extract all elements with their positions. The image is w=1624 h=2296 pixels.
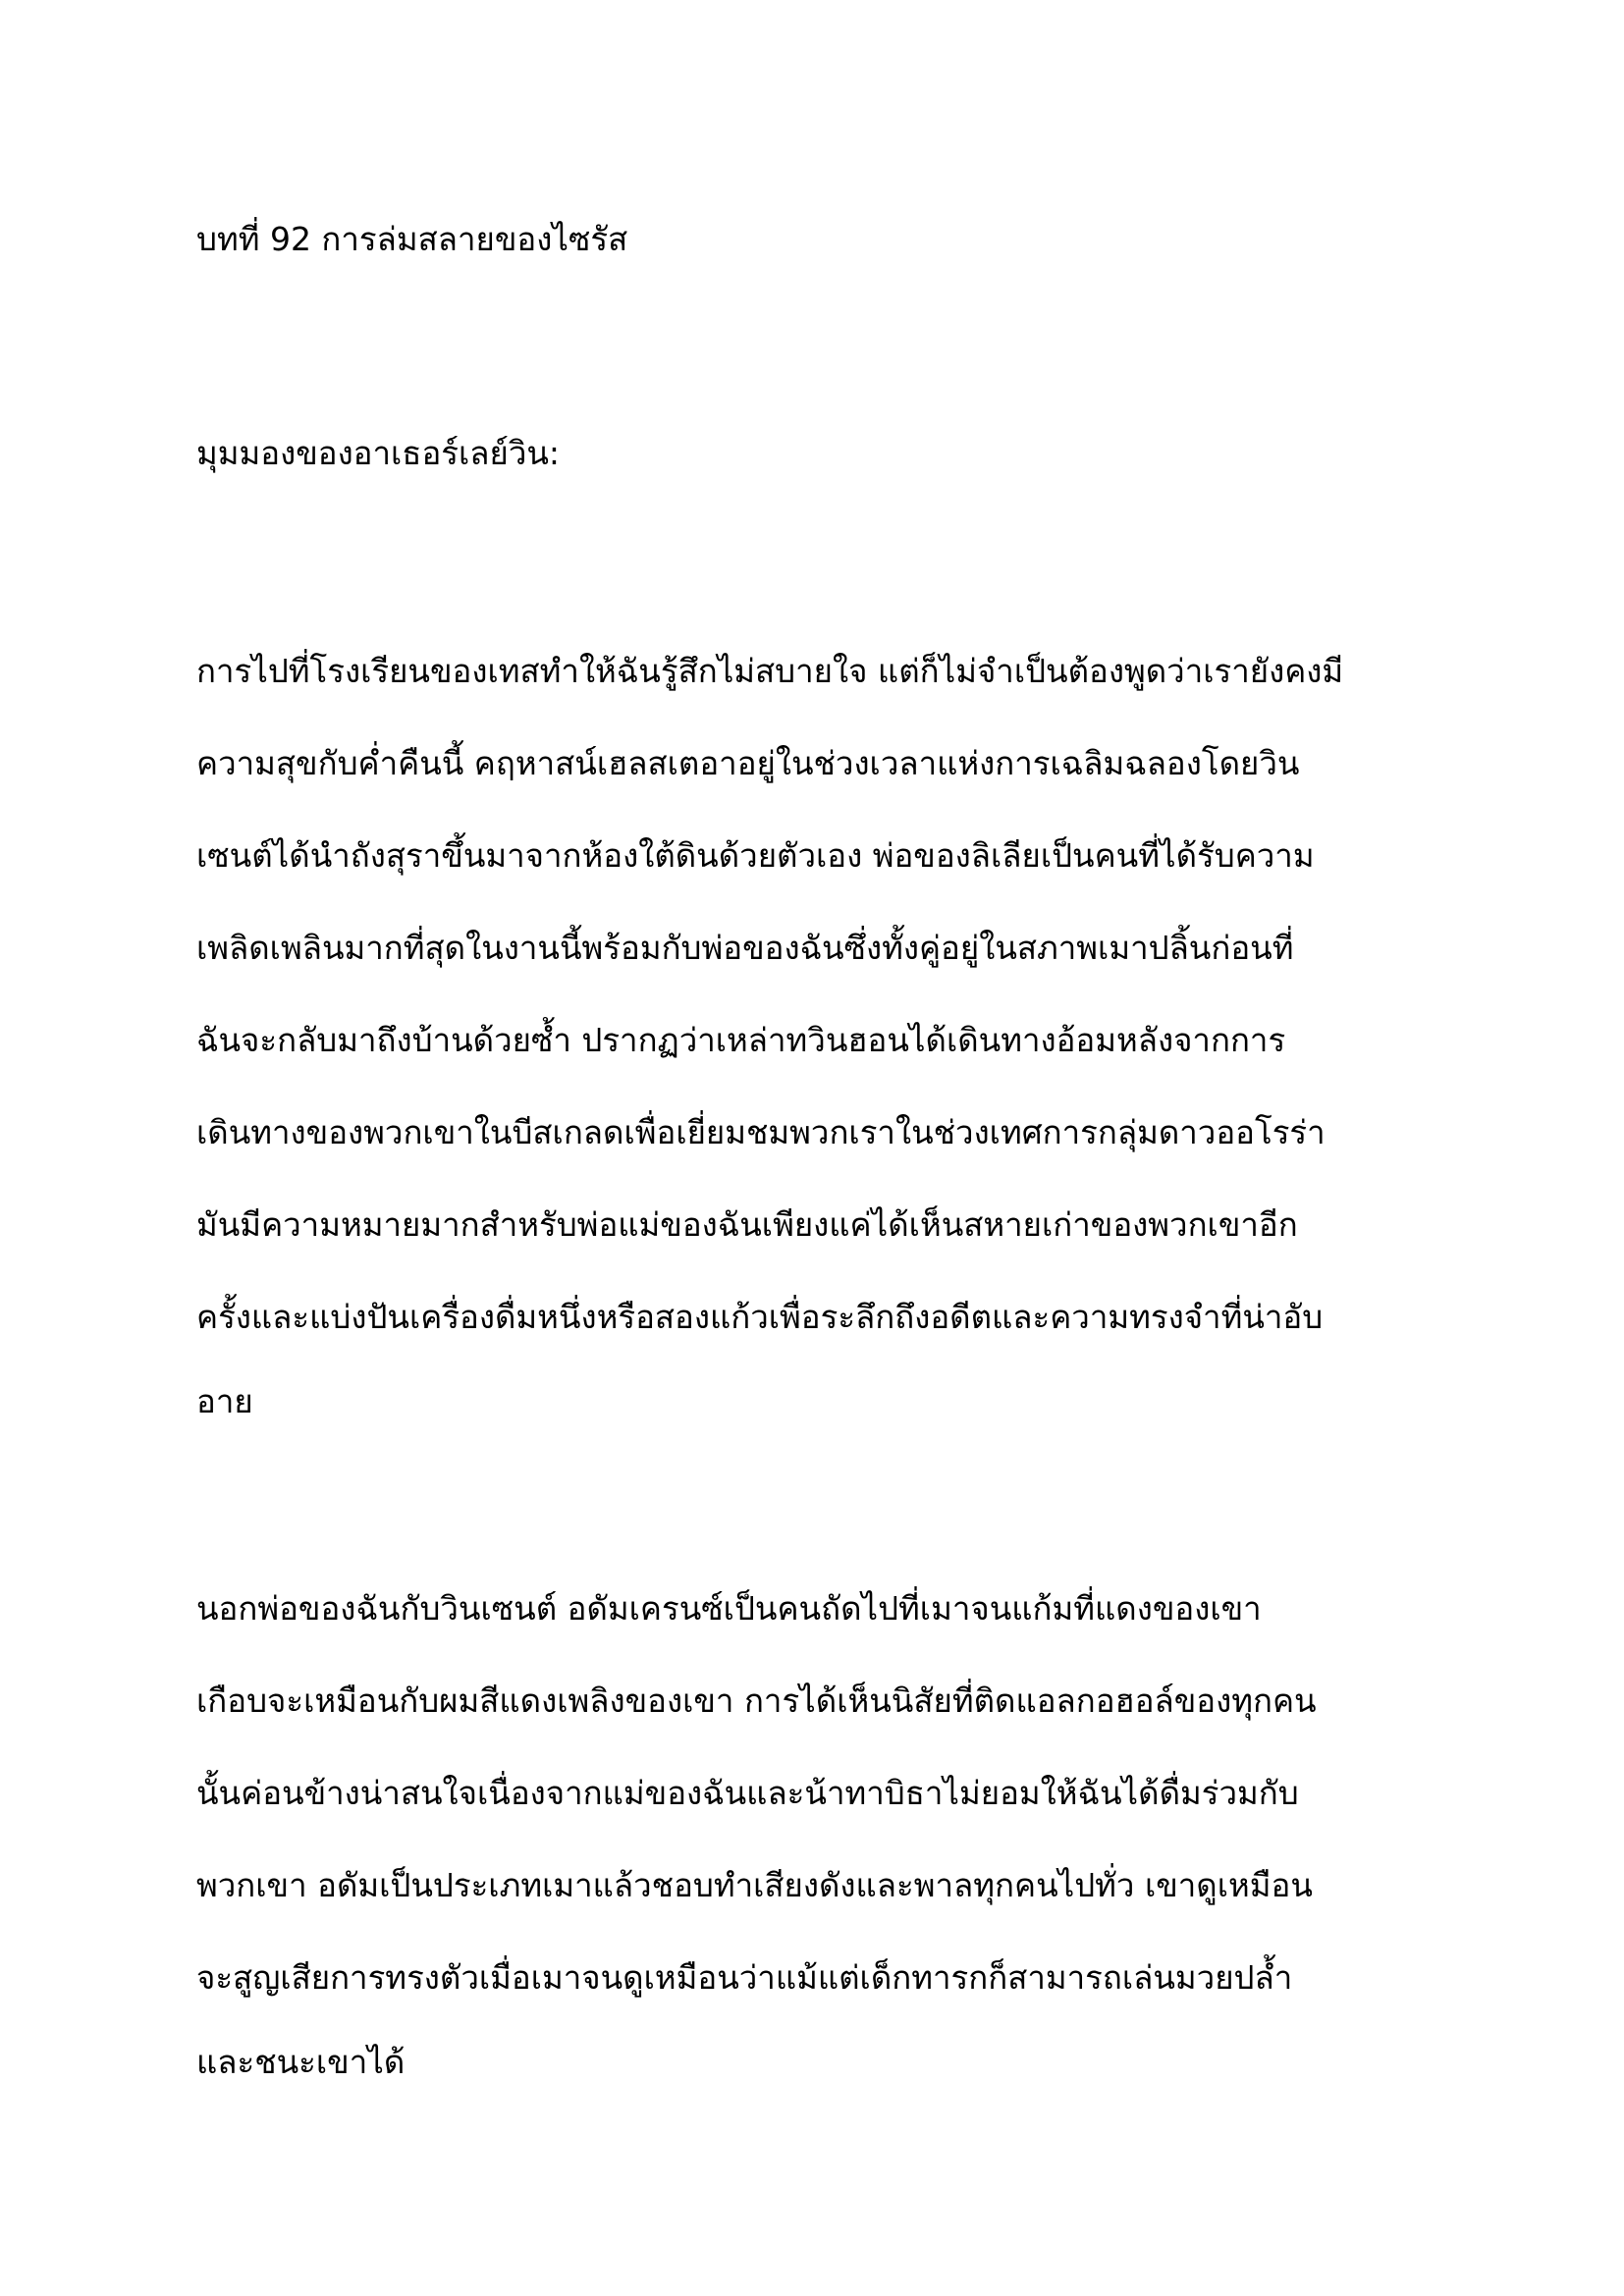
paragraph-line: และชนะเขาได้ [196, 2043, 406, 2081]
chapter-title: บทที่ 92 การล่มสลายของไซรัส [196, 220, 628, 258]
paragraph-line: มันมีความหมายมากสำหรับพ่อแม่ของฉันเพียงแค่ได้เห็นสหายเก่าของพวกเขาอีก [196, 1205, 1298, 1244]
paragraph-line: ครั้งและแบ่งปันเครื่องดื่มหนึ่งหรือสองแก้วเพื่อระลึกถึงอดีตและความทรงจำที่น่าอับ [196, 1298, 1324, 1336]
pov-heading: มุมมองของอาเธอร์เลย์วิน: [196, 434, 561, 472]
paragraph-line: เซนต์ได้นำถังสุราขึ้นมาจากห้องใต้ดินด้วยตัวเอง พ่อของลิเลียเป็นคนที่ได้รับความ [196, 836, 1315, 875]
paragraph-line: เพลิดเพลินมากที่สุดในงานนี้พร้อมกับพ่อของฉันซึ่งทั้งคู่อยู่ในสภาพเมาปลิ้นก่อนที่ [196, 929, 1294, 967]
paragraph-line: เกือบจะเหมือนกับผมสีแดงเพลิงของเขา การได้เห็นนิสัยที่ติดแอลกอฮอล์ของทุกคน [196, 1682, 1317, 1720]
paragraph-line: ฉันจะกลับมาถึงบ้านด้วยซ้ำ ปรากฏว่าเหล่าทวินฮอนได้เดินทางอ้อมหลังจากการ [196, 1021, 1286, 1059]
paragraph-line: นั้นค่อนข้างน่าสนใจเนื่องจากแม่ของฉันและน้าทาบิธาไม่ยอมให้ฉันได้ดื่มร่วมกับ [196, 1774, 1299, 1812]
paragraph-line: อาย [196, 1382, 253, 1420]
paragraph-line: ความสุขกับค่ำคืนนี้ คฤหาสน์เฮลสเตอาอยู่ในช่วงเวลาแห่งการเฉลิมฉลองโดยวิน [196, 744, 1300, 782]
paragraph-line: การไปที่โรงเรียนของเทสทำให้ฉันรู้สึกไม่สบายใจ แต่ก็ไม่จำเป็นต้องพูดว่าเรายังคงมี [196, 652, 1344, 690]
paragraph-line: จะสูญเสียการทรงตัวเมื่อเมาจนดูเหมือนว่าแม้แต่เด็กทารกก็สามารถเล่นมวยปล้ำ [196, 1958, 1293, 1997]
paragraph-line: นอกพ่อของฉันกับวินเซนต์ อดัมเครนซ์เป็นคนถัดไปที่เมาจนแก้มที่แดงของเขา [196, 1589, 1262, 1628]
paragraph-line: พวกเขา อดัมเป็นประเภทเมาแล้วชอบทำเสียงดังและพาลทุกคนไปทั่ว เขาดูเหมือน [196, 1866, 1313, 1904]
paragraph-line: เดินทางของพวกเขาในบีสเกลดเพื่อเยี่ยมชมพวกเราในช่วงเทศการกลุ่มดาวออโรร่า [196, 1113, 1326, 1151]
